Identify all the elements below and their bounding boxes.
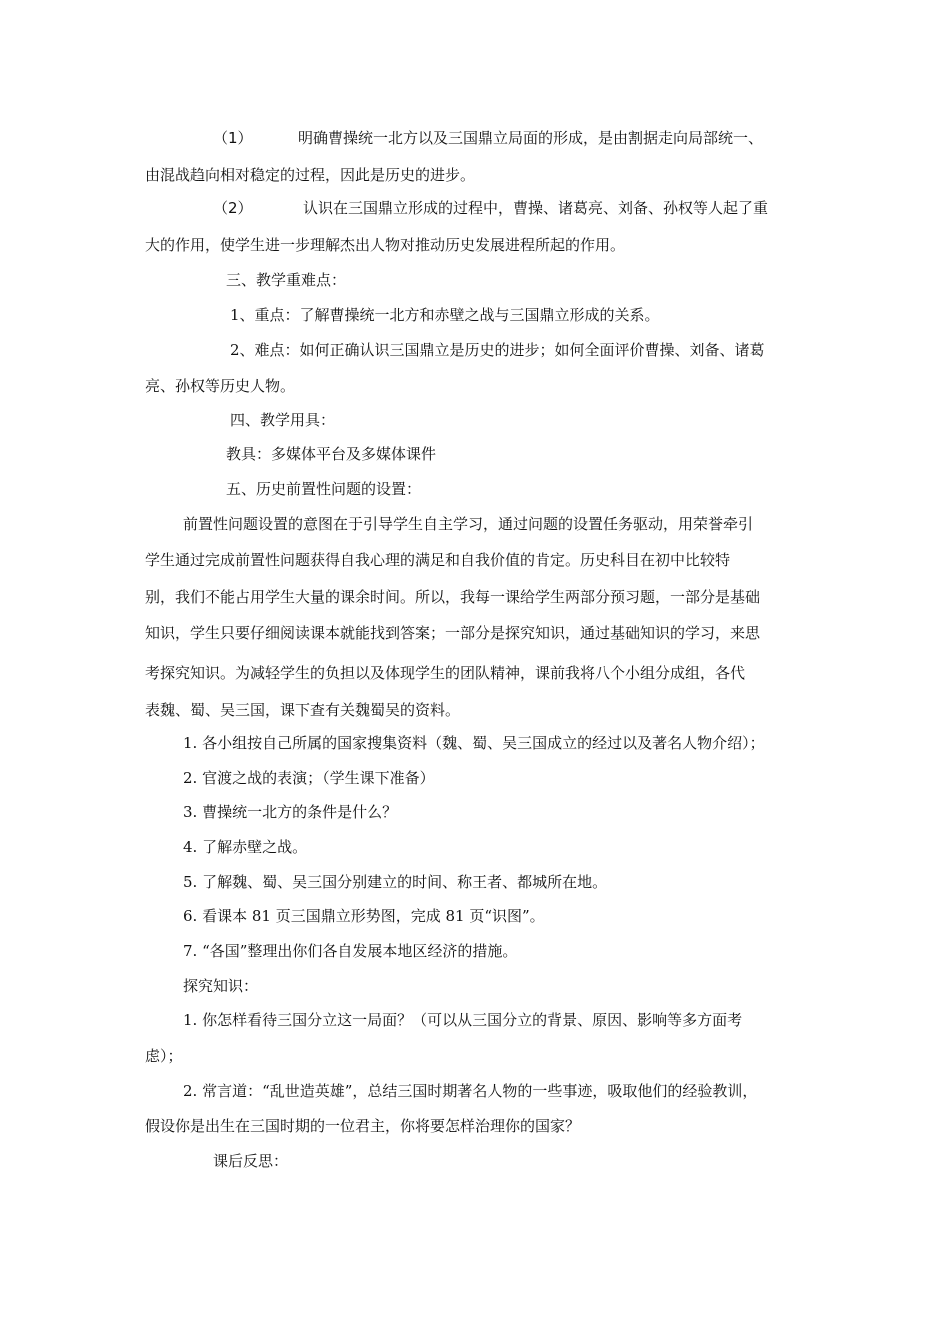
section4-heading: 四、教学用具：: [230, 411, 336, 429]
question-1: 1. 各小组按自己所属的国家搜集资料（魏、蜀、吴三国成立的经过以及著名人物介绍）；: [183, 734, 765, 752]
item1-continuation: 由混战趋向相对稳定的过程，因此是历史的进步。: [145, 166, 476, 184]
item2-continuation: 大的作用，使学生进一步理解杰出人物对推动历史发展进程所起的作用。: [145, 236, 626, 254]
question-2: 2. 官渡之战的表演；（学生课下准备）: [183, 769, 435, 787]
key-point: 1、重点：了解曹操统一北方和赤壁之战与三国鼎立形成的关系。: [230, 306, 660, 324]
item1-text: 明确曹操统一北方以及三国鼎立局面的形成，是由割据走向局部统一、: [298, 129, 764, 147]
explore-question-1-continuation: 虑）；: [145, 1047, 183, 1065]
question-7: 7. “各国”整理出你们各自发展本地区经济的措施。: [183, 942, 518, 960]
section5-heading: 五、历史前置性问题的设置：: [226, 480, 422, 498]
paragraph-line: 别，我们不能占用学生大量的课余时间。所以，我每一课给学生两部分预习题，一部分是基础: [145, 588, 761, 606]
paragraph-line: 学生通过完成前置性问题获得自我心理的满足和自我价值的肯定。历史科目在初中比较特: [145, 551, 731, 569]
section3-heading: 三、教学重难点：: [226, 271, 347, 289]
explore-question-2: 2. 常言道：“乱世造英雄”，总结三国时期著名人物的一些事迹，吸取他们的经验教训，: [183, 1082, 758, 1100]
item1-marker: （1）: [213, 129, 253, 147]
paragraph-line: 表魏、蜀、吴三国，课下查有关魏蜀吴的资料。: [145, 701, 461, 719]
item2-text: 认识在三国鼎立形成的过程中，曹操、诸葛亮、刘备、孙权等人起了重: [303, 199, 769, 217]
paragraph-line: 知识，学生只要仔细阅读课本就能找到答案；一部分是探究知识，通过基础知识的学习，来思: [145, 624, 761, 642]
question-3: 3. 曹操统一北方的条件是什么？: [183, 803, 398, 821]
difficult-point-continuation: 亮、孙权等历史人物。: [145, 377, 296, 395]
explore-question-1: 1. 你怎样看待三国分立这一局面？（可以从三国分立的背景、原因、影响等多方面考: [183, 1011, 743, 1029]
explore-heading: 探究知识：: [183, 977, 259, 995]
explore-question-2-continuation: 假设你是出生在三国时期的一位君主，你将要怎样治理你的国家？: [145, 1117, 581, 1135]
paragraph-line: 前置性问题设置的意图在于引导学生自主学习，通过问题的设置任务驱动，用荣誉牵引: [183, 515, 754, 533]
item2-marker: （2）: [213, 199, 253, 217]
difficult-point: 2、难点：如何正确认识三国鼎立是历史的进步；如何全面评价曹操、刘备、诸葛: [230, 341, 765, 359]
paragraph-line: 考探究知识。为减轻学生的负担以及体现学生的团队精神，课前我将八个小组分成组，各代: [145, 664, 746, 682]
question-4: 4. 了解赤壁之战。: [183, 838, 308, 856]
question-6: 6. 看课本 81 页三国鼎立形势图，完成 81 页“识图”。: [183, 907, 545, 925]
teaching-tools: 教具：多媒体平台及多媒体课件: [226, 445, 437, 463]
question-5: 5. 了解魏、蜀、吴三国分别建立的时间、称王者、都城所在地。: [183, 873, 608, 891]
reflection-heading: 课后反思：: [213, 1152, 289, 1170]
